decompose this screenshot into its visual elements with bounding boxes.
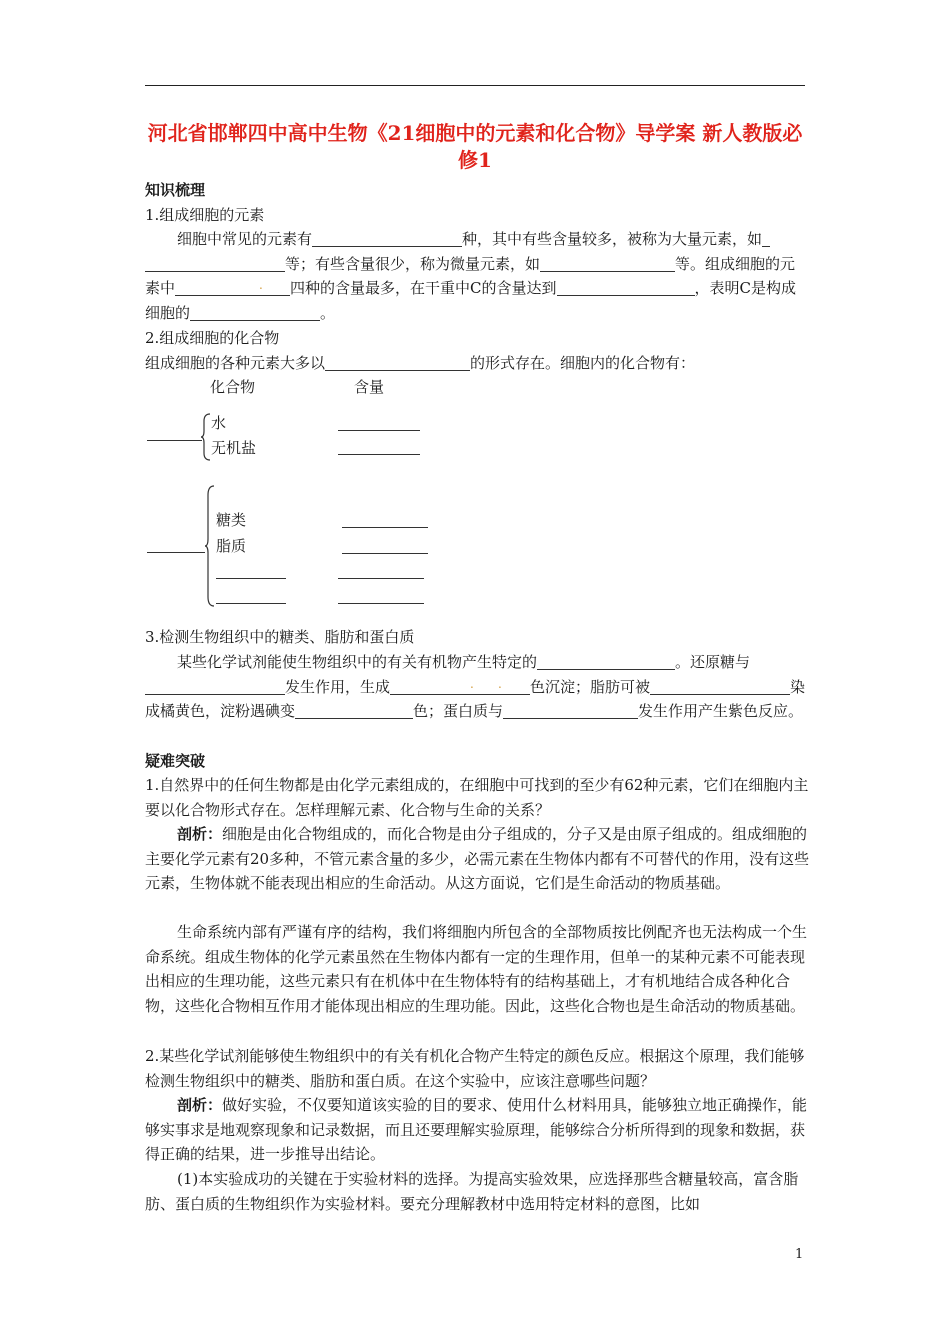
paragraph-compounds: 组成细胞的各种元素大多以 的形式存在。细胞内的化合物有：: [145, 354, 696, 372]
column-content: 含量: [354, 378, 385, 396]
subheading-detection: 3.检测生物组织中的糖类、脂肪和蛋白质: [145, 628, 415, 646]
blank[interactable]: [145, 678, 285, 695]
blank-salt-content[interactable]: [338, 454, 420, 455]
blank[interactable]: [782, 678, 790, 695]
brace-organic: [204, 485, 216, 607]
section-heading-difficulty: 疑难突破: [145, 752, 206, 770]
blank-content[interactable]: [338, 603, 424, 604]
item-salt: 无机盐: [211, 439, 257, 457]
blank[interactable]: [190, 304, 320, 321]
analysis-1: 剖析：细胞是由化合物组成的，而化合物是由分子组成的，分子又是由原子组成的。组成细胞的主要化学元素有20多种，不管元素含量的多少，必需元素在生物体内都有不可替代的作用，没有这些元素，生物体就不能表现出相应的生命活动。从这方面说，它们是生命活动的物质基础。: [145, 825, 810, 892]
blank[interactable]: [145, 255, 285, 272]
blank[interactable]: [557, 279, 695, 296]
question-2: 2.某些化学试剂能够使生物组织中的有关有机化合物产生特定的颜色反应。根据这个原理，我们能够检测生物组织中的糖类、脂肪和蛋白质。在这个实验中，应该注意哪些问题？: [145, 1047, 805, 1090]
blank[interactable]: [325, 354, 470, 371]
paragraph-elements: 细胞中常见的元素有 种，其中有些含量较多，被称为大量元素，如等；有些含量很少，称为微量元素，如 等。组成细胞的元素中 . 四种的含量最多，在干重中C的含量达到 ，表明C是构成细胞的 。: [145, 230, 796, 322]
item-sugar: 糖类: [216, 511, 247, 529]
subheading-compounds: 2.组成细胞的化合物: [145, 329, 280, 347]
analysis-2-paragraph-2: (1)本实验成功的关键在于实验材料的选择。为提高实验效果，应选择那些含糖量较高，富含脂肪、蛋白质的生物组织作为实验材料。要充分理解教材中选用特定材料的意图，比如: [145, 1170, 799, 1213]
blank-compound[interactable]: [216, 578, 286, 579]
blank-compound[interactable]: [216, 603, 286, 604]
paragraph-detection: 某些化学试剂能使生物组织中的有关有机物产生特定的 。还原糖与发生作用，生成 . . 色沉淀；脂肪可被 染成橘黄色，淀粉遇碘变 色；蛋白质与 发生作用产生紫色反应。: [145, 653, 806, 720]
blank[interactable]: [650, 678, 782, 695]
blank-sugar-content[interactable]: [342, 527, 428, 528]
blank-content[interactable]: [338, 578, 424, 579]
header-rule: [145, 85, 805, 86]
subheading-elements: 1.组成细胞的元素: [145, 206, 265, 224]
blank[interactable]: . .: [390, 678, 530, 695]
section-heading-knowledge: 知识梳理: [145, 181, 206, 199]
blank[interactable]: .: [175, 279, 290, 296]
page-number: 1: [795, 1247, 804, 1262]
blank-organic[interactable]: [147, 552, 205, 553]
document-title: 河北省邯郸四中高中生物《21细胞中的元素和化合物》导学案 新人教版必修1: [147, 121, 803, 172]
blank[interactable]: [762, 230, 770, 247]
analysis-1-paragraph-2: 生命系统内部有严谨有序的结构，我们将细胞内所包含的全部物质按比例配齐也无法构成一个生命系统。组成生物体的化学元素虽然在生物体内都有一定的生理作用，但单一的某种元素不可能表现出相应的生理功能，这些元素只有在机体中在生物体特有的结构基础上，才有机地结合成各种化合物，这些化合物相互作用才能体现出相应的生理功能。因此，这些化合物也是生命活动的物质基础。: [145, 923, 808, 1015]
column-compound: 化合物: [210, 378, 256, 396]
blank[interactable]: [537, 653, 675, 670]
blank[interactable]: [312, 230, 462, 247]
blank-water-content[interactable]: [338, 430, 420, 431]
blank[interactable]: [540, 255, 675, 272]
blank-fat-content[interactable]: [342, 553, 428, 554]
blank-inorganic[interactable]: [147, 440, 202, 441]
item-fat: 脂质: [216, 537, 247, 555]
blank[interactable]: [295, 702, 413, 719]
question-1: 1.自然界中的任何生物都是由化学元素组成的，在细胞中可找到的至少有62种元素，它们在细胞内主要以化合物形式存在。怎样理解元素、化合物与生命的关系？: [145, 776, 809, 819]
item-water: 水: [211, 414, 227, 432]
analysis-2: 剖析：做好实验，不仅要知道该实验的目的要求、使用什么材料用具，能够独立地正确操作，能够实事求是地观察现象和记录数据，而且还要理解实验原理，能够综合分析所得到的现象和数据，获得正确的结果，进一步推导出结论。: [145, 1096, 808, 1163]
blank[interactable]: [503, 702, 638, 719]
